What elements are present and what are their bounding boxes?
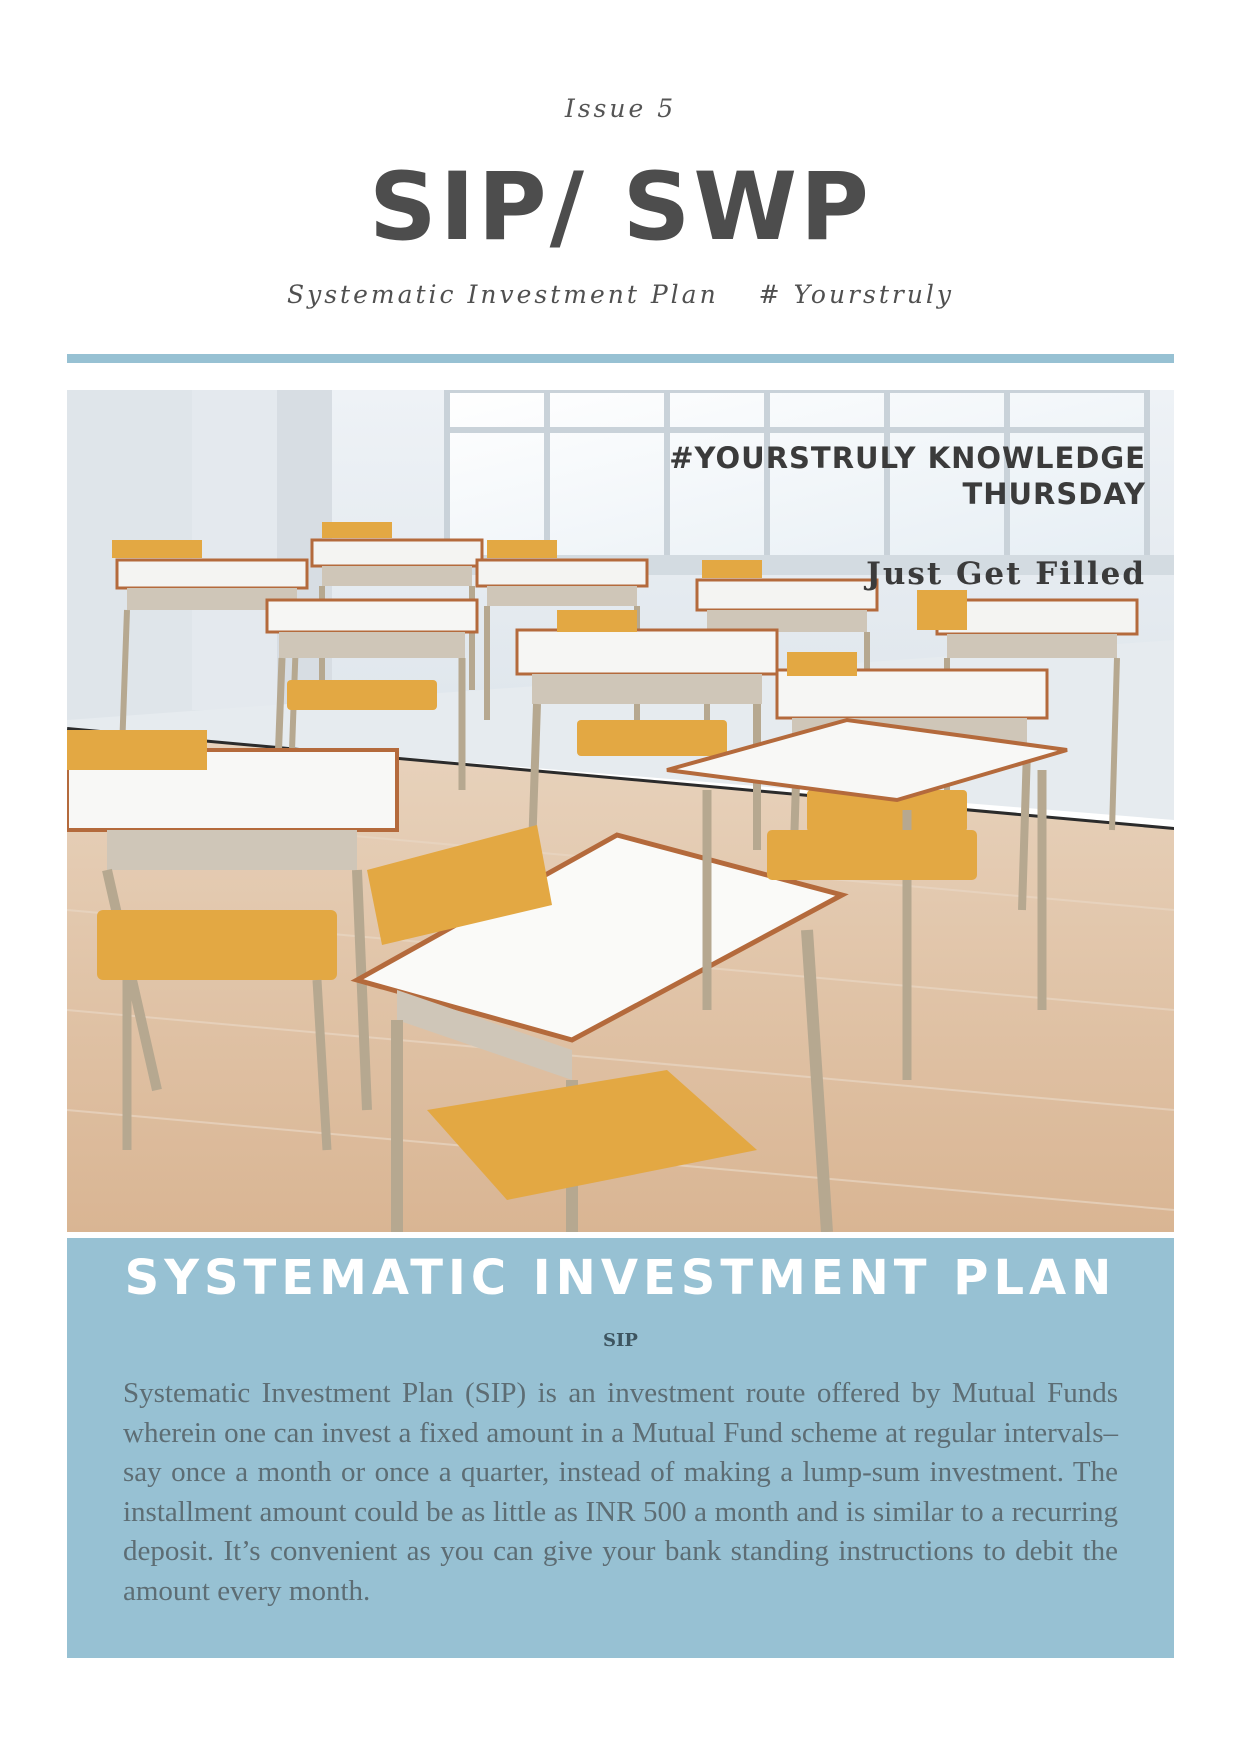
subtitle-row bbox=[0, 280, 1241, 309]
issue-number: Issue 5 bbox=[564, 94, 677, 123]
hero-image bbox=[67, 390, 1174, 1232]
classroom-illustration bbox=[67, 390, 1174, 1232]
section-label: SIP bbox=[603, 1330, 638, 1351]
section-body: Systematic Investment Plan (SIP) is an investment route offered by Mutual Funds wherein one can invest a fixed amount in a Mutual Fund scheme at regular intervals– say once a month or once a quarter, instead of making a lump-sum investment. The installment amount could be as little as INR 500 a month and is similar to a recurring deposit. It’s convenient as you can give your bank standing instructions to debit the amount every month. bbox=[123, 1377, 1118, 1607]
subtitle: Systematic Investment Plan bbox=[286, 280, 719, 309]
top-divider bbox=[67, 354, 1174, 363]
hero-tagline: Just Get Filled bbox=[866, 556, 1146, 592]
info-panel bbox=[67, 1238, 1174, 1658]
section-title: SYSTEMATIC INVESTMENT PLAN bbox=[124, 1250, 1117, 1306]
hero-tag: #YOURSTRULY KNOWLEDGE THURSDAY bbox=[669, 441, 1146, 511]
hashtag: # Yourstruly bbox=[758, 280, 955, 309]
page-title: SIP/ SWP bbox=[369, 153, 872, 262]
